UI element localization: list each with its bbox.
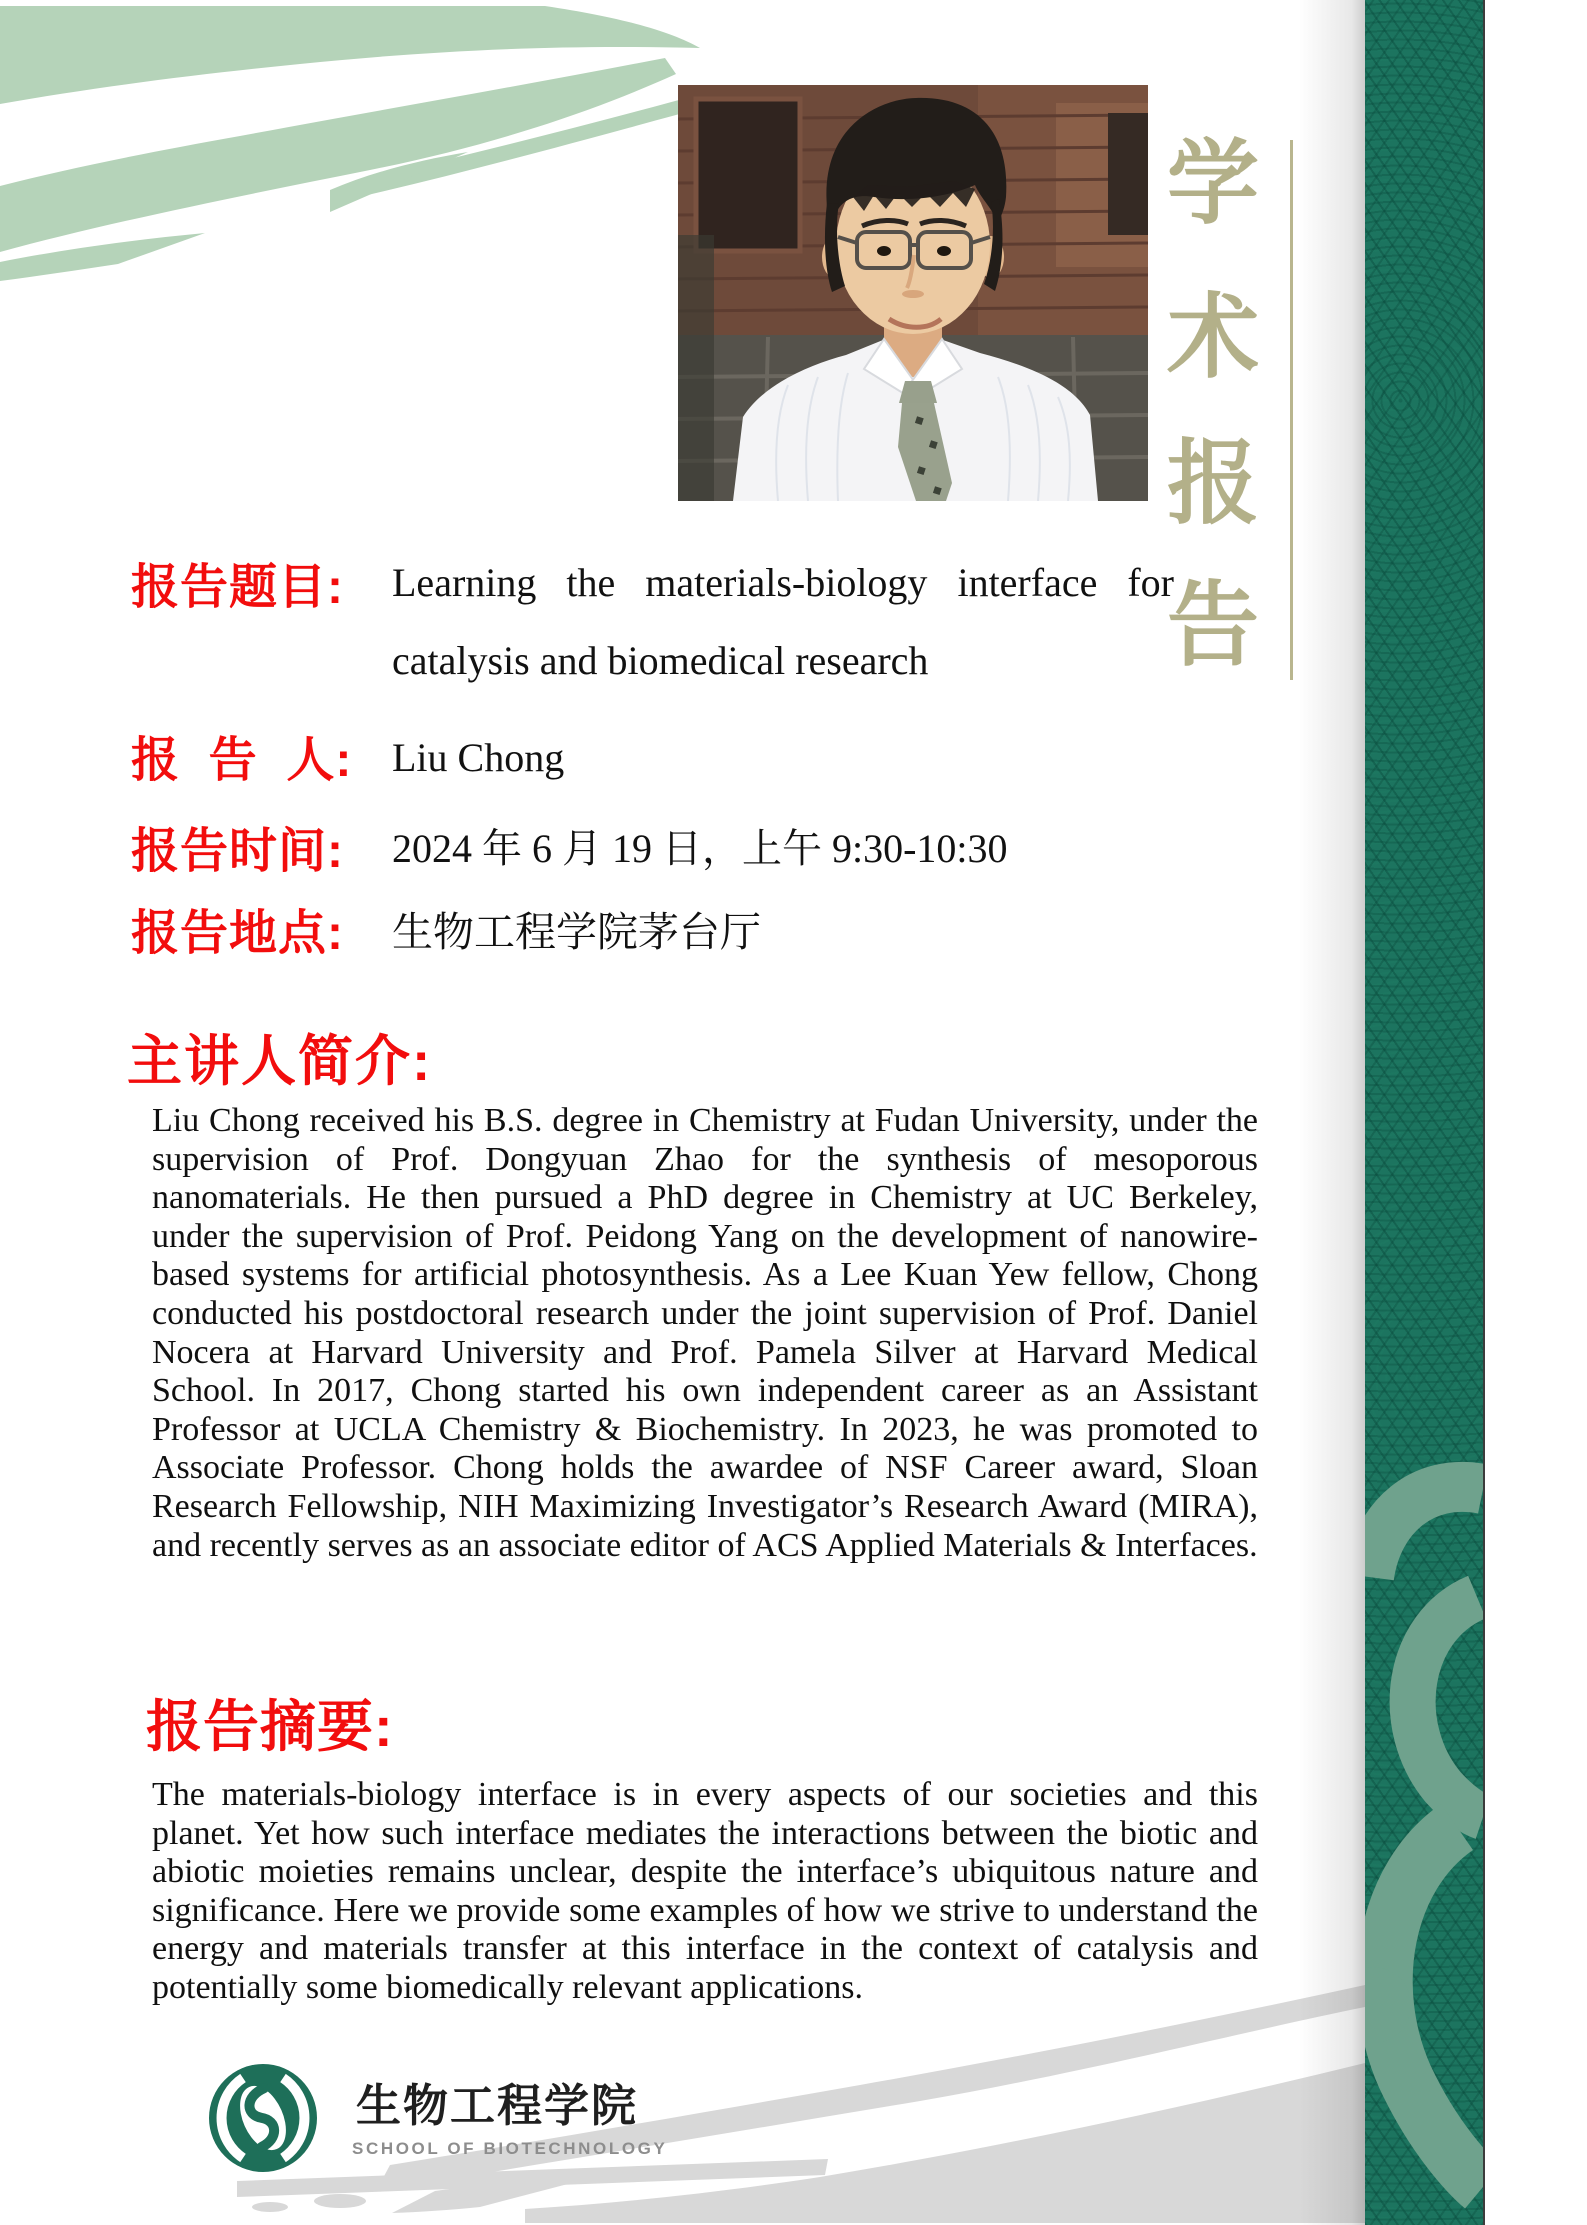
talk-title-line1: Learning the materials-biology interface for [392,560,1174,605]
abstract-heading: 报告摘要: [146,1695,394,1758]
talk-title [392,552,1174,692]
time-label: 报告时间: [131,825,344,878]
banner-char-gao: 告 [1166,575,1259,677]
title-label: 报告题目: [131,561,344,614]
venue-label: 报告地点: [131,907,344,960]
bio-paragraph: Liu Chong received his B.S. degree in Chemistry at Fudan University, under the supervision of Prof. Dongyuan Zhao for the synthesis of mesoporous nanomaterials. He then pursued a PhD degree in Chemistry at UC Berkeley, under the supervision of Prof. Peidong Yang on the development of nanowire-based systems for artificial photosynthesis. As a Lee Kuan Yew fellow, Chong conducted his postdoctoral research under the joint supervision of Prof. Daniel Nocera at Harvard University and Prof. Pamela Silver at Harvard Medical School. In 2017, Chong started his own independent career as an Assistant Professor at UCLA Chemistry & Biochemistry. In 2023, he was promoted to Associate Professor. Chong holds the awardee of NSF Career award, Sloan Research Fellowship, NIH Maximizing Investigator’s Research Award (MIRA), and recently serves as an associate editor of ACS Applied Materials & Interfaces. [152,1102,1258,1564]
speaker-photo [678,85,1148,501]
abstract-paragraph: The materials-biology interface is in every aspects of our societies and this planet. Yet how such interface mediates the interactions between the biotic and abiotic moieties remains unclear, despite the interface’s ubiquitous nature and significance. Here we provide some examples of how we strive to understand the energy and materials transfer at this interface in the context of catalysis and potentially some biomedically relevant applications. [152,1776,1258,2006]
bio-heading: 主讲人简介: [127,1030,433,1092]
banner-char-xue: 学 [1166,133,1259,235]
talk-title-line2: catalysis and biomedical research [392,638,929,683]
top-brush-decoration [0,0,760,300]
banner-char-bao: 报 [1166,433,1259,535]
panel-swirl-motif [1365,1445,1483,2225]
panel-edge-shading [1299,0,1365,2225]
time-value: 2024 年 6 月 19 日，上午 9:30-10:30 [392,826,1008,871]
speaker-label: 报 告 人: [131,734,353,787]
school-name-english: SCHOOL OF BIOTECHNOLOGY [352,2139,668,2158]
school-name-chinese: 生物工程学院 [356,2080,639,2131]
right-pattern-panel [1365,0,1485,2225]
banner-char-shu: 术 [1166,287,1259,389]
venue-value: 生物工程学院茅台厅 [392,909,761,955]
banner-divider-line [1290,140,1293,680]
school-logo-icon [207,2062,319,2174]
speaker-name: Liu Chong [392,735,565,780]
